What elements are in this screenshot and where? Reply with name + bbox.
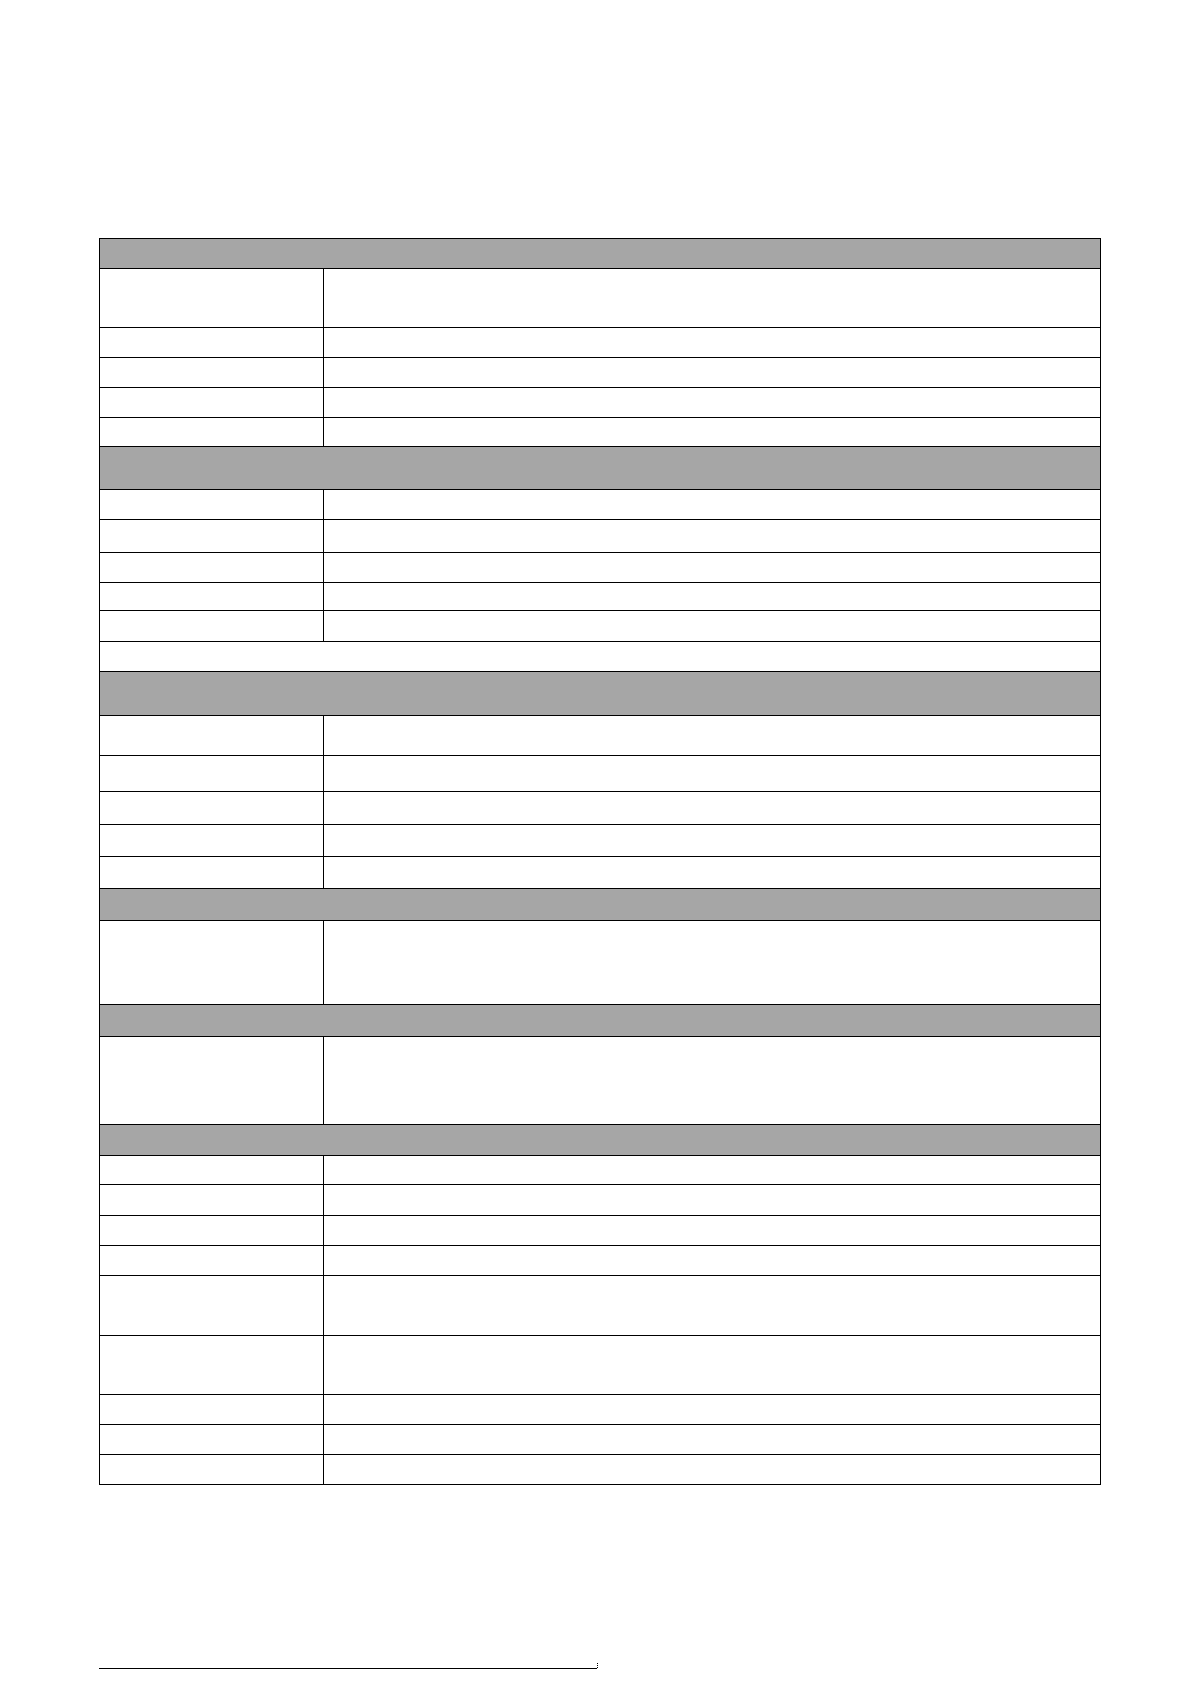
row-value-cell bbox=[324, 553, 1101, 583]
row-label-cell bbox=[100, 756, 324, 792]
row-label-cell bbox=[100, 1395, 324, 1425]
table-row bbox=[100, 825, 1101, 857]
table-row bbox=[100, 792, 1101, 825]
row-label-cell bbox=[100, 1425, 324, 1455]
row-value-cell bbox=[324, 388, 1101, 418]
footnote-separator-tick bbox=[597, 1663, 598, 1668]
row-value-cell bbox=[324, 1455, 1101, 1485]
row-label-cell bbox=[100, 418, 324, 447]
row-value-cell bbox=[324, 418, 1101, 447]
table-row bbox=[100, 1246, 1101, 1276]
row-value-cell bbox=[324, 328, 1101, 358]
section-header-4 bbox=[100, 889, 1101, 921]
row-value-cell bbox=[324, 583, 1101, 611]
table-row bbox=[100, 756, 1101, 792]
table-row bbox=[100, 1276, 1101, 1336]
table-row bbox=[100, 583, 1101, 611]
row-label-cell bbox=[100, 1216, 324, 1246]
row-label-cell bbox=[100, 611, 324, 642]
table-row bbox=[100, 1455, 1101, 1485]
row-value-cell bbox=[324, 1276, 1101, 1336]
row-label-cell bbox=[100, 1246, 324, 1276]
row-value-cell bbox=[324, 716, 1101, 756]
row-value-cell bbox=[324, 1185, 1101, 1216]
table-row bbox=[100, 921, 1101, 1005]
row-value-cell bbox=[324, 358, 1101, 388]
table-row bbox=[100, 716, 1101, 756]
row-value-cell bbox=[324, 921, 1101, 1005]
table-row bbox=[100, 857, 1101, 889]
section-header-2 bbox=[100, 447, 1101, 490]
table-row bbox=[100, 388, 1101, 418]
row-value-cell bbox=[324, 756, 1101, 792]
row-label-cell bbox=[100, 1037, 324, 1125]
row-label-cell bbox=[100, 825, 324, 857]
row-value-cell bbox=[324, 1156, 1101, 1185]
table-row bbox=[100, 1336, 1101, 1395]
row-value-cell bbox=[324, 857, 1101, 889]
row-label-cell bbox=[100, 490, 324, 520]
row-label-cell bbox=[100, 1185, 324, 1216]
table-row bbox=[100, 418, 1101, 447]
row-label-cell bbox=[100, 553, 324, 583]
row-value-cell bbox=[324, 1037, 1101, 1125]
table-row bbox=[100, 1037, 1101, 1125]
row-value-cell bbox=[324, 1425, 1101, 1455]
section-header-1 bbox=[100, 239, 1101, 269]
table-row bbox=[100, 1185, 1101, 1216]
section-header-6 bbox=[100, 1125, 1101, 1156]
row-value-cell bbox=[324, 792, 1101, 825]
section-header-3 bbox=[100, 672, 1101, 716]
row-value-cell bbox=[324, 825, 1101, 857]
table-row bbox=[100, 553, 1101, 583]
table-row bbox=[100, 1216, 1101, 1246]
row-label-cell bbox=[100, 1455, 324, 1485]
table-row bbox=[100, 490, 1101, 520]
row-label-cell bbox=[100, 792, 324, 825]
row-label-cell bbox=[100, 1336, 324, 1395]
row-label-cell bbox=[100, 857, 324, 889]
row-label-cell bbox=[100, 716, 324, 756]
row-label-cell bbox=[100, 1156, 324, 1185]
footnote-separator bbox=[99, 1668, 597, 1669]
row-label-cell bbox=[100, 269, 324, 328]
row-value-cell bbox=[324, 269, 1101, 328]
row-label-cell bbox=[100, 328, 324, 358]
table-row bbox=[100, 1425, 1101, 1455]
row-value-cell bbox=[324, 1395, 1101, 1425]
section-header-5 bbox=[100, 1005, 1101, 1037]
row-value-cell bbox=[324, 490, 1101, 520]
table-row bbox=[100, 1156, 1101, 1185]
row-label-cell bbox=[100, 583, 324, 611]
row-value-cell bbox=[324, 520, 1101, 553]
table-row bbox=[100, 328, 1101, 358]
row-value-cell bbox=[324, 611, 1101, 642]
row-value-cell bbox=[324, 1246, 1101, 1276]
row-label-cell bbox=[100, 388, 324, 418]
row-label-cell bbox=[100, 358, 324, 388]
table-row bbox=[100, 520, 1101, 553]
row-label-cell bbox=[100, 921, 324, 1005]
table-row bbox=[100, 358, 1101, 388]
table-row bbox=[100, 611, 1101, 642]
full-width-row bbox=[100, 642, 1101, 672]
row-value-cell bbox=[324, 1216, 1101, 1246]
form-table bbox=[99, 238, 1101, 1485]
row-label-cell bbox=[100, 520, 324, 553]
row-label-cell bbox=[100, 1276, 324, 1336]
row-value-cell bbox=[324, 1336, 1101, 1395]
table-row bbox=[100, 1395, 1101, 1425]
table-row bbox=[100, 269, 1101, 328]
